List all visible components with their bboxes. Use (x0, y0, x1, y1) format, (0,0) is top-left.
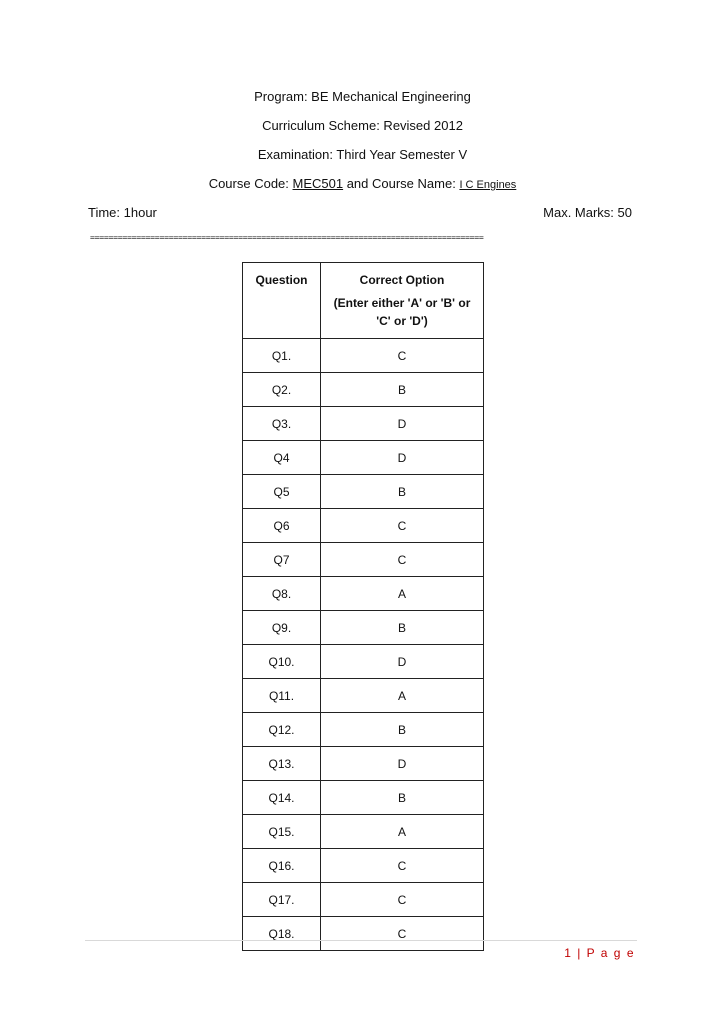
answer-cell: D (321, 645, 484, 679)
table-row (243, 679, 484, 713)
answer-cell: D (321, 441, 484, 475)
course-line (0, 176, 725, 193)
curriculum-line: Curriculum Scheme: Revised 2012 (262, 118, 463, 133)
question-cell: Q10. (243, 645, 321, 679)
answer-cell: C (321, 339, 484, 373)
examination-line: Examination: Third Year Semester V (257, 147, 468, 162)
answer-cell: A (321, 577, 484, 611)
course-code: MEC501 (292, 176, 344, 191)
table-row (243, 713, 484, 747)
table-row (243, 883, 484, 917)
question-cell: Q15. (243, 815, 321, 849)
question-cell: Q16. (243, 849, 321, 883)
table-row (243, 509, 484, 543)
answer-cell: B (321, 373, 484, 407)
table-row (243, 475, 484, 509)
header-option-note: (Enter either 'A' or 'B' or 'C' or 'D') (333, 296, 471, 328)
question-cell: Q7 (243, 543, 321, 577)
course-code-label: Course Code: (208, 176, 293, 191)
header-question (243, 263, 321, 339)
question-cell: Q3. (243, 407, 321, 441)
table-row (243, 747, 484, 781)
table-row (243, 611, 484, 645)
question-cell: Q12. (243, 713, 321, 747)
question-cell: Q8. (243, 577, 321, 611)
question-cell: Q18. (243, 917, 321, 951)
answer-cell: C (321, 917, 484, 951)
question-cell: Q1. (243, 339, 321, 373)
answer-cell: D (321, 407, 484, 441)
answer-cell: A (321, 679, 484, 713)
question-cell: Q9. (243, 611, 321, 645)
course-name-label: and Course Name: (343, 176, 460, 191)
answer-cell: B (321, 781, 484, 815)
program-line: Program: BE Mechanical Engineering (254, 89, 471, 104)
table-row (243, 407, 484, 441)
question-cell: Q11. (243, 679, 321, 713)
table-row (243, 645, 484, 679)
answer-cell: A (321, 815, 484, 849)
divider-line: ===================================================================================== (90, 232, 484, 242)
answer-cell: C (321, 543, 484, 577)
question-cell: Q13. (243, 747, 321, 781)
question-cell: Q2. (243, 373, 321, 407)
table-row (243, 441, 484, 475)
answer-cell: C (321, 883, 484, 917)
table-row (243, 339, 484, 373)
question-cell: Q5 (243, 475, 321, 509)
question-cell: Q6 (243, 509, 321, 543)
table-row (243, 543, 484, 577)
answer-cell: B (321, 611, 484, 645)
table-row (243, 781, 484, 815)
answer-cell: D (321, 747, 484, 781)
question-cell: Q17. (243, 883, 321, 917)
question-cell: Q4 (243, 441, 321, 475)
footer-rule (85, 940, 637, 941)
answer-cell: B (321, 475, 484, 509)
header-correct-option (321, 263, 484, 339)
page-number: 1 | P a g e (564, 946, 635, 960)
answer-cell: C (321, 509, 484, 543)
table-header-row (243, 263, 484, 339)
question-cell: Q14. (243, 781, 321, 815)
header-option-label: Correct Option (359, 273, 445, 287)
table-row (243, 577, 484, 611)
time-label: Time: 1hour (88, 205, 157, 220)
header-question-label: Question (255, 273, 308, 287)
answer-cell: C (321, 849, 484, 883)
answer-cell: B (321, 713, 484, 747)
course-name: I C Engines (459, 179, 517, 191)
max-marks-label: Max. Marks: 50 (543, 205, 632, 220)
table-row (243, 917, 484, 951)
table-row (243, 815, 484, 849)
answer-key-table (242, 262, 484, 951)
table-row (243, 849, 484, 883)
table-row (243, 373, 484, 407)
